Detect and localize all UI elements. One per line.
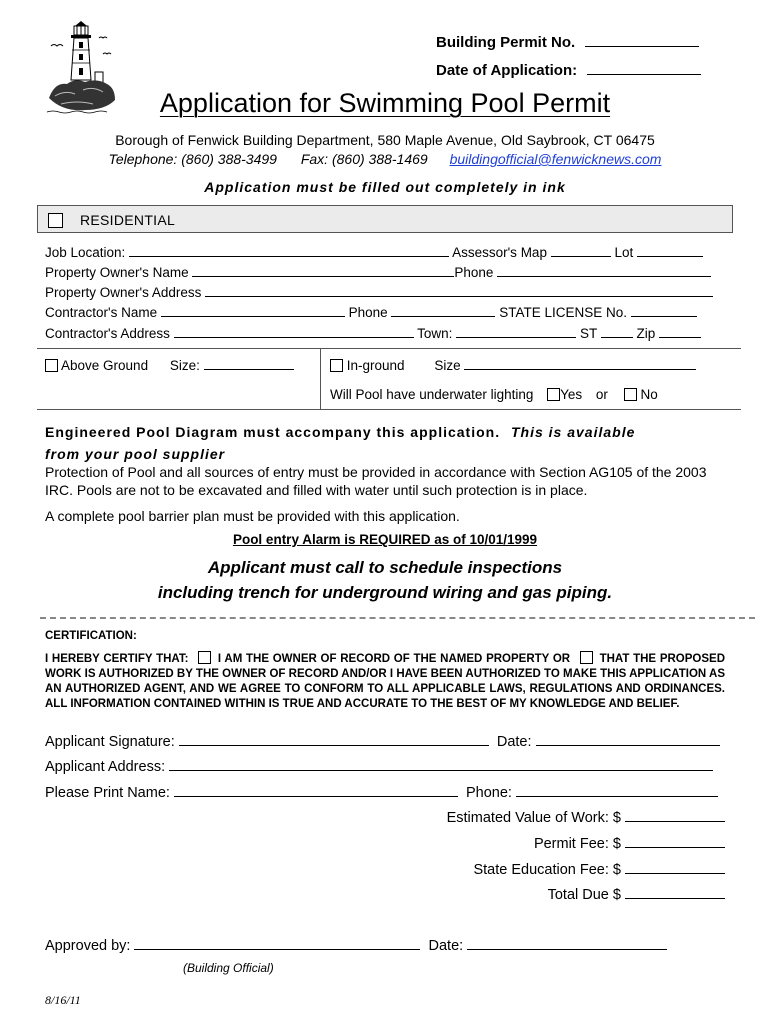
applicant-address-label: Applicant Address:: [45, 759, 166, 775]
page-title: Application for Swimming Pool Permit: [159, 88, 611, 118]
certification-heading: CERTIFICATION:: [45, 630, 137, 642]
in-ground-size-label: Size: [434, 358, 461, 373]
contractor-address-row: [45, 325, 701, 341]
certification-text: [45, 651, 725, 712]
permit-number-label: Building Permit No.: [436, 34, 576, 51]
print-name-line[interactable]: [174, 784, 458, 797]
print-phone-line[interactable]: [516, 784, 718, 797]
contractor-phone-line[interactable]: [391, 304, 495, 317]
lot-label: Lot: [614, 245, 634, 260]
signature-date-line[interactable]: [536, 733, 720, 746]
above-ground-checkbox[interactable]: [45, 359, 58, 372]
print-name-label: Please Print Name:: [45, 785, 170, 801]
approval-date-label: Date:: [428, 938, 464, 954]
in-ground-option: [330, 357, 696, 373]
date-of-application-label: Date of Application:: [436, 62, 578, 79]
estimated-value-row: [447, 809, 725, 826]
lighting-yes-checkbox[interactable]: [547, 388, 560, 401]
above-ground-size-line[interactable]: [204, 357, 294, 370]
print-name-row: [45, 784, 718, 801]
owner-name-line[interactable]: [192, 264, 454, 277]
contractor-name-line[interactable]: [161, 304, 345, 317]
applicant-signature-row: [45, 733, 720, 750]
state-education-fee-label: State Education Fee: $: [473, 862, 621, 878]
lighting-question-row: [330, 387, 658, 402]
department-address: Borough of Fenwick Building Department, 580 Maple Avenue, Old Saybrook, CT 06475: [115, 132, 655, 148]
contractor-address-line[interactable]: [174, 325, 414, 338]
owner-of-record-checkbox[interactable]: [198, 651, 211, 664]
owner-name-row: [45, 264, 711, 280]
state-license-label: STATE LICENSE No.: [499, 305, 628, 320]
in-ground-label: In-ground: [346, 358, 405, 373]
applicant-signature-label: Applicant Signature:: [45, 734, 175, 750]
revision-date: 8/16/11: [45, 993, 81, 1007]
inspection-notice-line1: Applicant must call to schedule inspections: [207, 558, 563, 577]
approved-by-line[interactable]: [134, 937, 420, 950]
estimated-value-line[interactable]: [625, 809, 725, 822]
contractor-phone-label: Phone: [348, 305, 388, 320]
permit-number-field[interactable]: [436, 34, 699, 51]
barrier-plan-paragraph: A complete pool barrier plan must be provided with this application.: [45, 508, 460, 524]
applicant-address-row: [45, 758, 713, 775]
print-phone-label: Phone:: [465, 785, 512, 801]
zip-label: Zip: [636, 326, 656, 341]
lighting-no-checkbox[interactable]: [624, 388, 637, 401]
contractor-address-label: Contractor's Address: [45, 326, 170, 341]
authorized-agent-text: THAT THE PROPOSED WORK IS AUTHORIZED BY THE OWNER OF RECORD AND/OR I HAVE BEEN AUTHORIZED TO MAKE THIS APPLICATION AS AN AUTHORIZED AGENT, AND WE AGREE TO CONFORM TO ALL APPLICABLE LAWS, REGULATIONS AND ORDINANCES. ALL INFORMATION CONTAINED WITHIN IS TRUE AND ACCURATE TO THE BEST OF MY KNOWLEDGE AND BELIEF.: [45, 653, 726, 710]
job-location-label: Job Location:: [45, 245, 126, 260]
approved-by-label: Approved by:: [45, 938, 131, 954]
lighting-no-label: No: [640, 387, 658, 402]
pool-diagram-notice: [45, 421, 735, 465]
state-education-fee-row: [473, 861, 725, 878]
above-ground-option: [45, 357, 294, 373]
owner-name-label: Property Owner's Name: [45, 265, 189, 280]
st-label: ST: [579, 326, 597, 341]
inspection-notice-line2: including trench for underground wiring and gas piping.: [157, 583, 613, 602]
permit-fee-label: Permit Fee: $: [533, 836, 621, 852]
pool-box-divider: [320, 349, 321, 410]
signature-date-label: Date:: [496, 734, 532, 750]
fax: Fax: (860) 388-1469: [300, 151, 428, 167]
in-ground-checkbox[interactable]: [330, 359, 343, 372]
total-due-line[interactable]: [625, 886, 725, 899]
residential-bar: [37, 205, 733, 233]
authorized-agent-checkbox[interactable]: [580, 651, 593, 664]
owner-of-record-text: I AM THE OWNER OF RECORD OF THE NAMED PROPERTY OR: [217, 653, 571, 665]
town-line[interactable]: [456, 325, 576, 338]
applicant-address-line[interactable]: [169, 758, 713, 771]
owner-phone-label: Phone: [454, 265, 494, 280]
lighting-question: Will Pool have underwater lighting: [330, 387, 534, 402]
diagram-supplier-text: from your pool supplier: [45, 446, 226, 462]
st-line[interactable]: [601, 325, 633, 338]
approval-date-line[interactable]: [467, 937, 667, 950]
owner-phone-line[interactable]: [497, 264, 711, 277]
estimated-value-label: Estimated Value of Work: $: [446, 810, 621, 826]
permit-fee-row: [534, 835, 725, 852]
job-location-line[interactable]: [129, 244, 449, 257]
contractor-name-row: [45, 304, 697, 320]
assessors-map-line[interactable]: [551, 244, 611, 257]
lighting-yes-label: Yes: [560, 387, 583, 402]
building-official-caption: (Building Official): [183, 961, 274, 975]
zip-line[interactable]: [659, 325, 701, 338]
above-ground-size-label: Size:: [169, 358, 200, 373]
town-label: Town:: [417, 326, 453, 341]
total-due-row: [548, 886, 725, 903]
permit-number-line[interactable]: [585, 34, 699, 47]
state-education-fee-line[interactable]: [625, 861, 725, 874]
owner-address-line[interactable]: [205, 284, 713, 297]
section-divider: [40, 617, 755, 619]
state-license-line[interactable]: [631, 304, 697, 317]
assessors-map-label: Assessor's Map: [452, 245, 547, 260]
or-label: or: [595, 387, 608, 402]
certify-intro: I HEREBY CERTIFY THAT:: [45, 653, 189, 665]
contact-line: [0, 151, 770, 167]
diagram-required-text: Engineered Pool Diagram must accompany this application.: [45, 424, 501, 440]
residential-checkbox[interactable]: [48, 213, 63, 228]
telephone: Telephone: (860) 388-3499: [108, 151, 277, 167]
date-of-application-line[interactable]: [587, 62, 701, 75]
applicant-signature-line[interactable]: [179, 733, 489, 746]
alarm-notice: Pool entry Alarm is REQUIRED as of 10/01/1999: [232, 532, 538, 547]
email-link[interactable]: buildingofficial@fenwicknews.com: [449, 151, 662, 167]
approved-by-row: [45, 937, 667, 954]
residential-label: RESIDENTIAL: [80, 212, 176, 228]
total-due-label: Total Due $: [547, 887, 621, 903]
ink-notice: Application must be filled out completely in ink: [204, 179, 566, 195]
permit-fee-line[interactable]: [625, 835, 725, 848]
owner-address-label: Property Owner's Address: [45, 285, 202, 300]
job-location-row: [45, 244, 703, 260]
diagram-available-text: This is available: [510, 424, 636, 440]
contractor-name-label: Contractor's Name: [45, 305, 158, 320]
lot-line[interactable]: [637, 244, 703, 257]
above-ground-label: Above Ground: [61, 358, 149, 373]
protection-paragraph: Protection of Pool and all sources of entry must be provided in accordance with Section AG105 of the 2003 IRC. Pools are not to be excavated and filled with water until such protection is in place.: [45, 464, 707, 498]
in-ground-size-line[interactable]: [464, 357, 696, 370]
date-of-application-field[interactable]: [436, 62, 701, 79]
owner-address-row: [45, 284, 713, 300]
